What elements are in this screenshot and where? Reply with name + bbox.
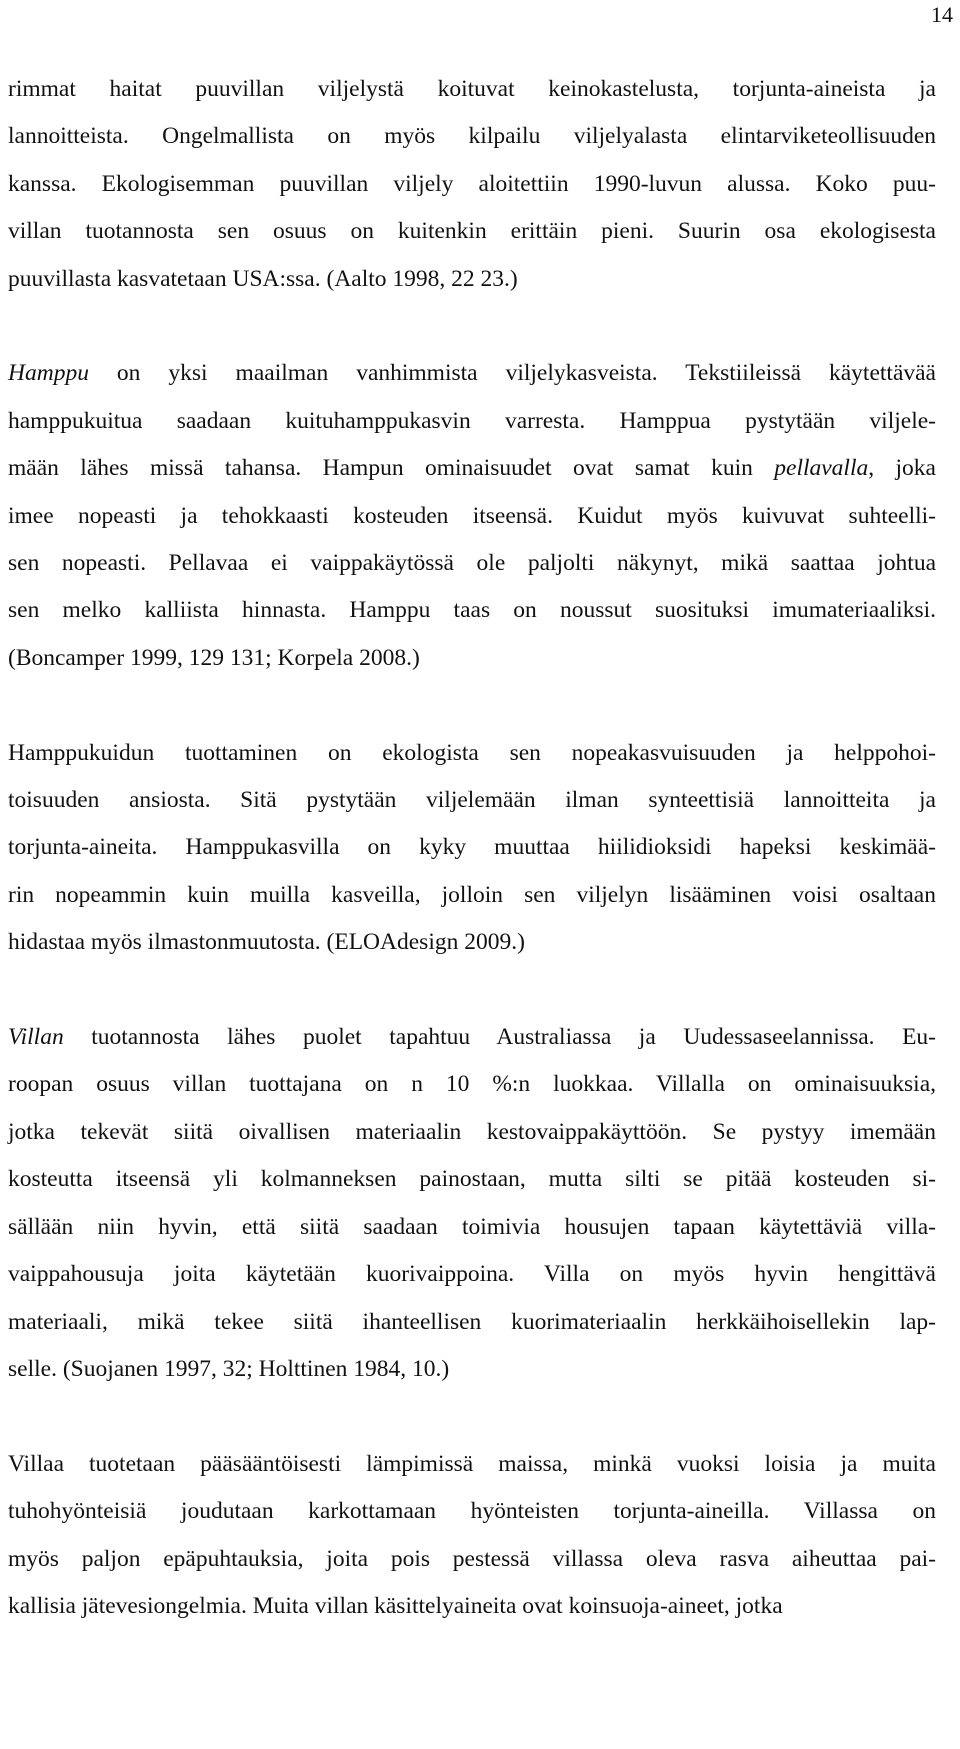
text-segment: imee nopeasti ja tehokkaasti kosteuden itseensä. Kuidut myös kuivuvat suhteelli- bbox=[8, 502, 936, 529]
text-line bbox=[8, 445, 936, 492]
text-segment: roopan osuus villan tuottajana on n 10 %:n luokkaa. Villalla on ominaisuuksia, bbox=[8, 1071, 936, 1098]
text-line bbox=[8, 540, 936, 587]
paragraph bbox=[8, 1441, 936, 1631]
text-segment: tuotannosta lähes puolet tapahtuu Australiassa ja Uudessaseelannissa. Eu- bbox=[63, 1024, 936, 1051]
text-segment: , joka bbox=[868, 455, 936, 482]
text-line bbox=[8, 1346, 936, 1393]
text-segment: puuvillasta kasvatetaan USA:ssa. (Aalto 1998, 22 23.) bbox=[8, 265, 518, 292]
italic-term: Villan bbox=[8, 1024, 64, 1051]
text-segment: kanssa. Ekologisemman puuvillan viljely aloitettiin 1990-luvun alussa. Koko puu- bbox=[8, 170, 936, 197]
text-segment: materiaali, mikä tekee siitä ihanteellisen kuorimateriaalin herkkäihoisellekin lap- bbox=[8, 1308, 936, 1335]
text-line bbox=[8, 1299, 936, 1346]
text-segment: sen nopeasti. Pellavaa ei vaippakäytössä ole paljolti näkynyt, mikä saattaa johtua bbox=[8, 550, 936, 577]
text-segment: rimmat haitat puuvillan viljelystä koituvat keinokastelusta, torjunta-aineista ja bbox=[8, 76, 936, 102]
text-segment: vaippahousuja joita käytetään kuorivaippoina. Villa on myös hyvin hengittävä bbox=[8, 1261, 936, 1288]
text-line bbox=[8, 635, 936, 682]
text-line bbox=[8, 66, 936, 113]
italic-term: Hamppu bbox=[8, 360, 89, 387]
document-body bbox=[8, 66, 936, 1630]
text-segment: tuhohyönteisiä joudutaan karkottamaan hyönteisten torjunta-aineilla. Villassa on bbox=[8, 1498, 936, 1525]
text-line bbox=[8, 1441, 936, 1488]
paragraph bbox=[8, 350, 936, 682]
text-segment: jotka tekevät siitä oivallisen materiaalin kestovaippakäyttöön. Se pystyy imemään bbox=[8, 1118, 936, 1145]
text-line bbox=[8, 587, 936, 634]
paragraph bbox=[8, 1014, 936, 1393]
text-line bbox=[8, 1109, 936, 1156]
text-segment: Hamppukuidun tuottaminen on ekologista sen nopeakasvuisuuden ja helppohoi- bbox=[8, 739, 936, 766]
text-line bbox=[8, 208, 936, 255]
text-line bbox=[8, 1156, 936, 1203]
text-line bbox=[8, 824, 936, 871]
page-number: 14 bbox=[931, 2, 953, 27]
text-segment: hidastaa myös ilmastonmuutosta. (ELOAdesign 2009.) bbox=[8, 929, 525, 956]
text-segment: mään lähes missä tahansa. Hampun ominaisuudet ovat samat kuin bbox=[8, 455, 775, 482]
text-line bbox=[8, 113, 936, 160]
text-segment: kallisia jätevesiongelmia. Muita villan käsittelyaineita ovat koinsuoja-aineet, jotka bbox=[8, 1592, 783, 1619]
text-segment: selle. (Suojanen 1997, 32; Holttinen 1984, 10.) bbox=[8, 1355, 450, 1382]
text-segment: villan tuotannosta sen osuus on kuitenkin erittäin pieni. Suurin osa ekologisesta bbox=[8, 218, 936, 245]
text-line bbox=[8, 777, 936, 824]
text-segment: (Boncamper 1999, 129 131; Korpela 2008.) bbox=[8, 644, 420, 671]
text-line bbox=[8, 161, 936, 208]
text-line bbox=[8, 1204, 936, 1251]
text-segment: rin nopeammin kuin muilla kasveilla, jolloin sen viljelyn lisääminen voisi osaltaan bbox=[8, 881, 936, 908]
text-line bbox=[8, 1583, 936, 1630]
text-line bbox=[8, 256, 936, 303]
text-line bbox=[8, 919, 936, 966]
text-line bbox=[8, 730, 936, 777]
italic-term: pellavalla bbox=[774, 455, 869, 482]
text-segment: kosteutta itseensä yli kolmanneksen painostaan, mutta silti se pitää kosteuden si- bbox=[8, 1166, 936, 1193]
text-segment: lannoitteista. Ongelmallista on myös kilpailu viljelyalasta elintarviketeollisuuden bbox=[8, 123, 936, 150]
text-segment: Villaa tuotetaan pääsääntöisesti lämpimissä maissa, minkä vuoksi loisia ja muita bbox=[8, 1450, 936, 1477]
text-line bbox=[8, 1536, 936, 1583]
text-segment: hamppukuitua saadaan kuituhamppukasvin varresta. Hamppua pystytään viljele- bbox=[8, 407, 936, 434]
text-line bbox=[8, 1488, 936, 1535]
text-segment: on yksi maailman vanhimmista viljelykasveista. Tekstiileissä käytettävää bbox=[88, 360, 936, 387]
text-line bbox=[8, 1061, 936, 1108]
text-segment: myös paljon epäpuhtauksia, joita pois pestessä villassa oleva rasva aiheuttaa pai- bbox=[8, 1545, 936, 1572]
text-segment: sällään niin hyvin, että siitä saadaan toimivia housujen tapaan käytettäviä villa- bbox=[8, 1213, 936, 1240]
text-line bbox=[8, 1014, 936, 1061]
text-line bbox=[8, 350, 936, 397]
text-segment: torjunta-aineita. Hamppukasvilla on kyky muuttaa hiilidioksidi hapeksi keskimää- bbox=[8, 834, 936, 861]
text-line bbox=[8, 1251, 936, 1298]
text-line bbox=[8, 398, 936, 445]
text-line bbox=[8, 872, 936, 919]
paragraph bbox=[8, 66, 936, 303]
text-segment: toisuuden ansiosta. Sitä pystytään viljelemään ilman synteettisiä lannoitteita ja bbox=[8, 787, 936, 814]
paragraph bbox=[8, 730, 936, 967]
text-line bbox=[8, 493, 936, 540]
text-segment: sen melko kalliista hinnasta. Hamppu taas on noussut suosituksi imumateriaaliksi. bbox=[8, 597, 936, 624]
